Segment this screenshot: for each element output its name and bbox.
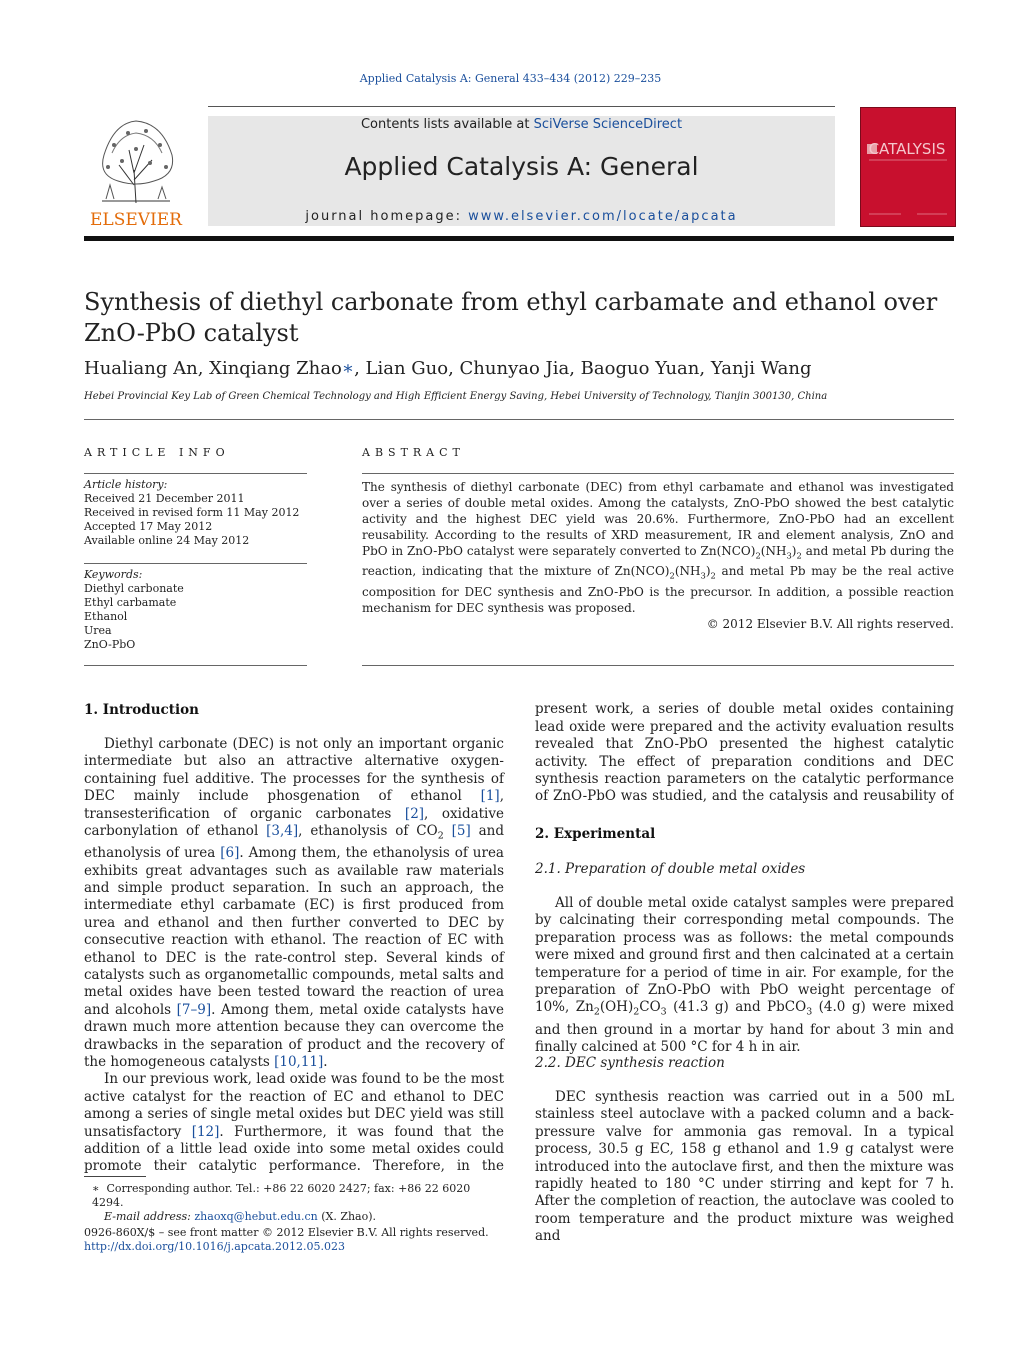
keywords [84, 568, 307, 652]
subsection-heading-2-1: 2.1. Preparation of double metal oxides [535, 861, 806, 877]
date-accepted: Accepted 17 May 2012 [84, 520, 213, 533]
homepage-link[interactable]: www.elsevier.com/locate/apcata [468, 209, 738, 224]
issn-line: 0926-860X/$ – see front matter © 2012 Elsevier B.V. All rights reserved. [84, 1226, 489, 1239]
email-link[interactable]: zhaoxq@hebut.edu.cn [194, 1210, 318, 1223]
ref-link[interactable]: [3,4] [266, 823, 299, 840]
intro-paragraph-2: In our previous work, lead oxide was found to be the most active catalyst for the reaction of EC and ethanol to DEC among a series of single metal oxides but DEC yield was still unsatisfactory [12]. Furthermore, it was found that the addition of a little lead oxide into some metal oxides could promote their catalytic performance. Therefore, in the [84, 1071, 504, 1175]
homepage-prefix: journal homepage: [305, 209, 469, 224]
section-heading-experimental: 2. Experimental [535, 826, 656, 842]
keyword-item: Urea [84, 624, 112, 637]
info-rule-1 [84, 473, 307, 474]
keywords-label: Keywords: [84, 568, 143, 581]
intro-continuation: present work, a series of double metal oxides containing lead oxide were prepared and the activity evaluation results revealed that ZnO-PbO presented the highest catalytic activity. The effect of preparation conditions and DEC synthesis reaction parameters on the catalytic performance of ZnO-PbO was studied, and the catalysis and reusability of [535, 702, 954, 805]
email-note: E-mail address: zhaoxq@hebut.edu.cn (X. Zhao). [104, 1210, 377, 1223]
history-label: Article history: [84, 478, 168, 491]
section-2-1-body: All of double metal oxide catalyst samples were prepared by calcinating their corresponding metal compounds. The preparation process was as follows: the metal compounds were mixed and ground first and then calcinated at a certain temperature for a period of time in air. For example, for the preparation of ZnO-PbO with PbO weight percentage of 10%, $Zn_2(OH)_2CO_3$ (41.3 g) and PbCO$_3$ (4.0 g) were mixed and then ground in a mortar by hand for about 3 min and finally calcined at 500 °C for 4 h in air. [535, 895, 954, 1055]
journal-cover[interactable] [860, 107, 956, 227]
abstract-copyright: © 2012 Elsevier B.V. All rights reserved. [706, 616, 954, 631]
date-received: Received 21 December 2011 [84, 492, 245, 505]
authors-first: Hualiang An, Xinqiang Zhao [84, 358, 342, 379]
authors-rest: , Lian Guo, Chunyao Jia, Baoguo Yuan, Yanji Wang [354, 358, 812, 379]
ref-link[interactable]: [2] [404, 805, 425, 822]
ref-link[interactable]: [1] [480, 788, 500, 805]
header-thick-rule [84, 236, 954, 241]
contents-line [208, 117, 835, 132]
elsevier-logo[interactable] [84, 115, 188, 230]
journal-citation[interactable]: Applied Catalysis A: General 433–434 (2012) 229–235 [359, 72, 662, 85]
affiliation: Hebei Provincial Key Lab of Green Chemical Technology and High Efficient Energy Saving, Hebei University of Technology, Tianjin 300130, China [84, 391, 828, 402]
date-online: Available online 24 May 2012 [84, 534, 250, 547]
abstract-text: The synthesis of diethyl carbonate (DEC) from ethyl carbamate and ethanol was investigated over a series of double metal oxides. Among the catalysts, ZnO-PbO showed the best catalytic activity and the highest DEC yield was 20.6%. Furthermore, ZnO-PbO had an excellent reusability. According to the results of XRD measurement, IR and element analysis, ZnO and PbO in ZnO-PbO catalyst were separately converted to $Zn(NCO)_2(NH_3)_2$ and metal Pb during the reaction, indicating that the mixture of $Zn(NCO)_2(NH_3)_2$ and metal Pb may be the real active composition for DEC synthesis and ZnO-PbO is the precursor. In addition, a possible reaction mechanism for DEC synthesis was proposed. © 2012 Elsevier B.V. All rights reserved. [362, 480, 955, 631]
contents-prefix: Contents lists available at [360, 117, 534, 132]
abstract-rule-top [362, 473, 954, 474]
article-history [84, 478, 307, 548]
article-info-heading: ARTICLE INFO [84, 446, 230, 459]
cover-image-icon [861, 108, 955, 226]
ref-link[interactable]: [7–9] [176, 1001, 212, 1018]
front-matter [84, 1226, 504, 1254]
info-rule-2 [84, 563, 307, 564]
keyword-item: Ethanol [84, 610, 128, 623]
title-rule [84, 419, 954, 420]
ref-link[interactable]: [5] [451, 823, 471, 840]
footnote-rule [84, 1176, 146, 1177]
info-rule-3 [84, 665, 307, 666]
header-rule [208, 106, 835, 107]
date-revised: Received in revised form 11 May 2012 [84, 506, 300, 519]
ref-link[interactable]: [12] [191, 1123, 220, 1140]
article-title: Synthesis of diethyl carbonate from ethyl carbamate and ethanol over ZnO-PbO catalyst [84, 288, 938, 347]
abstract-heading: ABSTRACT [362, 446, 465, 459]
sciencedirect-link[interactable]: SciVerse ScienceDirect [533, 117, 683, 132]
introduction-body [84, 736, 504, 1176]
section-2-2-body: DEC synthesis reaction was carried out in a 500 mL stainless steel autoclave with a packed column and a back-pressure valve for ammonia gas removal. In a typical process, 30.5 g EC, 158 g ethanol and 1.9 g catalyst were introduced into the autoclave first, and then the mixture was rapidly heated to 180 °C under stirring and kept for 7 h. After the completion of reaction, the autoclave was cooled to room temperature and the product mixture was weighed and [535, 1089, 954, 1245]
corresponding-author-star[interactable]: ∗ [341, 358, 355, 379]
subsection-heading-2-2: 2.2. DEC synthesis reaction [535, 1055, 725, 1071]
journal-title[interactable]: Applied Catalysis A: General [344, 152, 699, 181]
publisher-name: ELSEVIER [90, 210, 182, 230]
keyword-item: Ethyl carbamate [84, 596, 177, 609]
corresponding-note: ∗ Corresponding author. Tel.: +86 22 6020 2427; fax: +86 22 6020 4294. [92, 1182, 471, 1209]
abstract-rule-bottom [362, 665, 954, 666]
keyword-item: Diethyl carbonate [84, 582, 184, 595]
author-list [84, 358, 954, 379]
cover-title: CATALYSIS [868, 140, 946, 158]
intro-paragraph-1: Diethyl carbonate (DEC) is not only an important organic intermediate but also an attractive alternative oxygen-containing fuel additive. The processes for the synthesis of DEC mainly include phosgenation of ethanol [1], transesterification of organic carbonates [2], oxidative carbonylation of ethanol [3,4], ethanolysis of $CO_2$ [5] and ethanolysis of urea [6]. Among them, the ethanolysis of urea exhibits great advantages such as available raw materials and simple product separation. In such an approach, the intermediate ethyl carbamate (EC) is first produced from urea and ethanol and then further converted to DEC by consecutive reaction with ethanol. The reaction of EC with ethanol to DEC is the rate-control step. Several kinds of catalysts such as organometallic compounds, metal salts and metal oxides have been tested toward the reaction of urea and alcohols [7–9]. Among them, metal oxide catalysts have drawn much more attention because they can overcome the drawbacks in the separation of product and the recovery of the homogeneous catalysts [10,11]. [84, 736, 504, 1070]
ref-link[interactable]: [10,11] [274, 1054, 324, 1070]
elsevier-tree-icon [84, 115, 188, 230]
section-heading-introduction: 1. Introduction [84, 702, 199, 718]
doi-link[interactable]: http://dx.doi.org/10.1016/j.apcata.2012.05.023 [84, 1240, 346, 1253]
ref-link[interactable]: [6] [220, 845, 240, 862]
footnote [84, 1182, 504, 1224]
keyword-item: ZnO-PbO [84, 638, 136, 651]
homepage-line [208, 209, 835, 224]
